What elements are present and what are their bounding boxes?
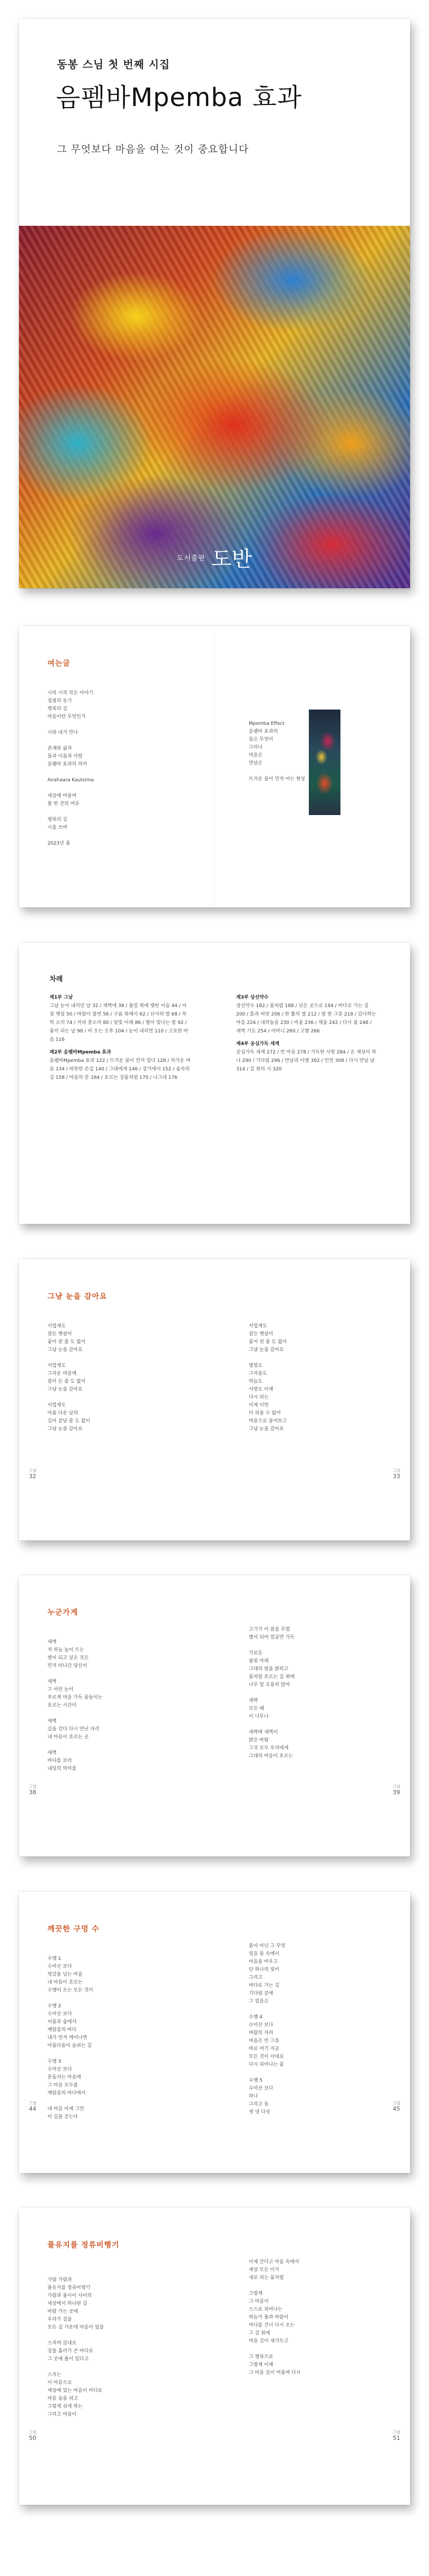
poem-right-column: [249, 2258, 300, 2377]
preface-right-column: [249, 720, 305, 783]
text-line: 내 마음이 흐르는 곳: [47, 1735, 89, 1740]
text-line: 그냥 눈을 감아요: [47, 1426, 83, 1432]
text-line: 그것 모두 우리에게: [249, 1746, 289, 1751]
text-line: 그 마음이: [249, 2299, 269, 2304]
line-gap: [47, 1710, 102, 1718]
text-line: 바다를 건너 다시 오는: [249, 2323, 295, 2328]
poem-left-column: [47, 2276, 104, 2419]
text-line: 새로 피는 꽃처럼: [249, 2275, 284, 2281]
text-line: 이름과 숲에서: [47, 2019, 77, 2025]
text-line: 다시 피어나는 꽃: [249, 2062, 284, 2067]
text-line: 불빛 아래: [249, 1659, 269, 1664]
text-line: 새벽: [47, 1750, 57, 1756]
text-line: 물과 이름과 사랑: [47, 754, 83, 759]
text-line: 서럽게도: [47, 1324, 66, 1329]
text-line: 다시 피는: [249, 1395, 269, 1400]
text-line: 모든 것이 이대로: [249, 2054, 284, 2060]
toc-section-entries[interactable]: 상선약수 182 / 물처럼 188 / 낮은 곳으로 194 / 바다로 가는 길 200 / 흙과 씨앗 206 / 한 톨의 쌀 212 / 밥 한 그릇 218 / 감사하는 마음 224 / 내려놓음 230 / 비움 236 / 채움 242 / 다시 봄 248 / 새벽 기도 254 / 어머니 260 / 고향 266: [236, 1003, 376, 1034]
text-line: 고기가 이 잡을 무렵: [249, 1627, 290, 1632]
text-line: 잠든 햇살이: [249, 1332, 274, 1337]
text-line: 나무 밑 조용히 앉아: [249, 1682, 290, 1688]
text-line: 먼저 떠나간 당신이: [47, 1663, 87, 1669]
text-line: 서럽게도: [249, 1324, 267, 1329]
text-line: 아름 다운 날의: [47, 1411, 78, 1416]
toc-section-entries[interactable]: 음펨바Mpemba 효과 122 / 뜨거운 물이 먼저 얼다 128 / 차가운 마음 134 / 따뜻한 손길 140 / 그대에게 146 / 강가에서 152 / 숲속의 길 158 / 마음의 문 164 / 흐르는 강물처럼 170 / 나그네 176: [50, 1058, 191, 1080]
text-line: 내 마음 이제 그만: [47, 2106, 84, 2112]
toc-spread: [19, 943, 410, 1224]
text-line: 가로등: [249, 1651, 263, 1656]
page-number-right: 그날 51: [392, 2430, 401, 2441]
text-line: 새벽: [47, 1640, 57, 1645]
text-line: 가람과 풀사이 사이의: [47, 2293, 92, 2299]
text-line: Anahaara Kautsima: [47, 778, 94, 783]
poem-left-column: [47, 1323, 90, 1433]
text-line: 집필의 동기: [47, 698, 72, 704]
preface-spread: [19, 626, 410, 907]
text-line: 영감을 넘는 마음: [47, 1972, 83, 1977]
text-line: 뜨거운 물이 먼저 어는 현상: [249, 777, 306, 782]
line-gap: [47, 1394, 90, 1402]
poem-spread-1: [19, 1259, 410, 1540]
text-line: 스치며 갔네요: [47, 2341, 77, 2346]
line-gap: [47, 832, 94, 840]
text-line: 수행이 오는 모든 것이: [47, 1988, 93, 1993]
text-line: 그 마음 깊이 머물며 다시: [249, 2370, 301, 2376]
text-line: Mpemba Effect: [249, 721, 285, 726]
preface-left-column: [47, 690, 94, 848]
text-line: 수행 1: [47, 1956, 61, 1961]
text-line: 마음은: [249, 753, 263, 758]
text-line: 그 행복으로: [249, 2354, 274, 2360]
line-gap: [249, 2282, 300, 2290]
text-line: 사랑도 이제: [249, 1387, 274, 1392]
text-line: 꽃이 핀 줄 도 없이: [47, 1339, 86, 1345]
text-line: 새벽에 새벽이: [249, 1730, 278, 1735]
text-line: 새벽: [249, 1698, 258, 1703]
text-line: 그 길 위에: [249, 2331, 270, 2336]
text-line: 수미산 보다: [249, 2086, 274, 2091]
text-line: 잠든 햇살이: [47, 1332, 72, 1337]
text-line: 그 얼음은: [249, 1999, 269, 2004]
text-line: 수미산 보다: [47, 2012, 72, 2017]
text-line: 수행 2: [47, 2004, 61, 2009]
cover-subtitle: 동봉 스님 첫 번째 시집: [57, 58, 170, 71]
poem-spread-4: [19, 2208, 410, 2505]
text-line: 그러나: [249, 745, 263, 750]
text-line: 시와 내가 만나: [47, 730, 78, 735]
text-line: 음펨바 효과의: [249, 729, 278, 734]
text-line: 흙이 아닌 그 무엇: [249, 1943, 286, 1949]
text-line: 깨달음의 바다에서: [47, 2091, 86, 2096]
toc-left-column: [50, 989, 191, 1082]
publisher-logo: [19, 542, 410, 572]
text-line: 그냥 눈을 감아요: [249, 1426, 284, 1432]
text-line: 별이 되어 얼굴만 가득: [249, 1635, 295, 1640]
toc-right-column: [236, 989, 377, 1074]
poem-title: 그냥 눈을 감아요: [47, 1292, 108, 1301]
text-line: 그 곳에 풀이 있다고: [47, 2357, 89, 2362]
book-cover: [19, 19, 410, 588]
line-gap: [47, 737, 94, 745]
text-line: 볼 한 잔의 여유: [47, 801, 80, 807]
text-line: 행복의 길: [47, 817, 67, 822]
text-line: 세상에 머물며: [47, 793, 77, 799]
text-line: 스치는: [47, 2372, 62, 2378]
text-line: 그대의 밤을 밝히고: [249, 1667, 289, 1672]
text-line: 맑은 바람: [249, 1738, 269, 1743]
page-number-left: 그날 38: [28, 1784, 37, 1796]
text-line: 길이 끝날 줄 도 없이: [47, 1419, 90, 1424]
text-line: 시의 시작 작은 이야기: [47, 691, 93, 696]
text-line: 마음을 비우고: [249, 1959, 278, 1965]
text-line: 별빛도: [249, 1363, 263, 1368]
text-line: 내일의 의미를: [47, 1766, 77, 1771]
cover-title: 음펨바Mpemba 효과: [56, 83, 303, 112]
text-line: 물처럼 흐르는 길 위에: [249, 1674, 295, 1680]
text-line: 마음이란 무엇인가: [47, 714, 86, 720]
text-line: 하늘가 풀과 바람이: [249, 2315, 289, 2320]
text-line: 흔들리는 마음에: [47, 2075, 81, 2080]
text-line: 단 하나의 빛이: [249, 1967, 279, 1972]
text-line: 마음 숨을 쉬고: [47, 2396, 78, 2401]
text-line: 강물 흘러가 큰 바다로: [47, 2349, 93, 2354]
line-gap: [47, 1354, 90, 1362]
poem-right-column: [249, 1626, 295, 1760]
text-line: 행복의 길: [47, 706, 67, 712]
cover-tagline: 그 무엇보다 마음을 여는 것이 중요합니다: [57, 143, 249, 155]
text-line: 2023년 봄: [47, 841, 71, 846]
text-line: 우리가 걸을: [47, 2317, 72, 2322]
text-line: 바다로 가는 길: [249, 1983, 279, 1988]
text-line: 흐르는 시간이: [47, 1703, 77, 1708]
text-line: 수행 5: [249, 2078, 262, 2083]
text-line: 이제 이만: [249, 1403, 269, 1408]
text-line: 이 마음으로: [47, 2380, 72, 2386]
line-gap: [249, 1721, 295, 1729]
line-gap: [47, 721, 94, 729]
line-gap: [47, 769, 94, 777]
toc-title: 차례: [50, 975, 63, 983]
toc-section-heading[interactable]: 제4부 공심가득 세계: [236, 1041, 280, 1047]
text-line: 바람 가는 곳에: [47, 2309, 78, 2314]
text-line: 저 하늘 높이 뜨는: [47, 1648, 84, 1653]
text-line: 바로 여기 지금: [249, 2046, 279, 2052]
cover-artwork: [19, 226, 410, 588]
line-gap: [249, 2006, 285, 2014]
page-number-right: 그날 45: [392, 2101, 401, 2112]
text-line: 세상에 있는 마음이 어디로: [47, 2388, 103, 2393]
text-line: 새벽: [47, 1679, 57, 1684]
text-line: 그렇게 이제: [249, 2362, 274, 2368]
text-line: 이 길을 걷는다: [47, 2114, 78, 2120]
toc-section-heading[interactable]: 제1부 그날: [50, 995, 73, 1000]
text-line: 얼음 물 속에서: [249, 1951, 279, 1957]
text-line: 그냥 눈을 감아요: [47, 1347, 83, 1353]
text-line: 서럽게도: [47, 1403, 66, 1408]
line-gap: [47, 2332, 104, 2340]
line-gap: [47, 1741, 102, 1749]
line-gap: [249, 768, 305, 775]
line-gap: [47, 1670, 102, 1678]
page-number-right: 그날 33: [392, 1468, 401, 1480]
text-line: 물은 무엇이: [249, 737, 274, 742]
text-line: 별이 되고 싶은 것은: [47, 1655, 89, 1661]
toc-section-entries[interactable]: 공심가득 세계 272 / 빈 마음 278 / 가득한 사랑 284 / 온 세상이 하나 290 / 기다림 296 / 만남과 이별 302 / 인연 308 / 다시 만날 날 314 / 길 위의 시 320: [236, 1050, 376, 1072]
page-number-left: 그날 50: [28, 2430, 37, 2441]
line-gap: [249, 1689, 295, 1697]
toc-section-entries[interactable]: 그날 눈이 내리던 날 32 / 새벽에 38 / 풀잎 위에 맺힌 이슬 44 / 아침 햇살 50 / 바람이 불면 56 / 구름 위에서 62 / 산사의 밤 68 / 목탁 소리 74 / 저녁 종소리 80 / 달빛 아래 86 / 별이 빛나는 밤 92 / 꽃이 피는 날 98 / 비 오는 오후 104 / 눈이 내리면 110 / 고요한 마음 116: [50, 1003, 189, 1042]
text-line: 수행 4: [249, 2015, 262, 2020]
poem-right-column: [249, 1942, 285, 2117]
publisher-small-label: 도서출판: [177, 554, 206, 562]
text-line: 그리움도: [249, 1371, 267, 1376]
text-line: 내 마음이 흐르는: [47, 1980, 83, 1985]
line-gap: [249, 2069, 285, 2077]
text-line: 꽃이 핀 줄 도 없이: [249, 1339, 287, 1345]
poem-spread-2: [19, 1575, 410, 1856]
text-line: 모든 때: [249, 1706, 264, 1711]
text-line: 그리고 마음이: [47, 2412, 77, 2417]
page-number-right: 그날 39: [392, 1784, 401, 1796]
text-line: 세상 모든 이가: [249, 2267, 279, 2273]
text-line: 그리운 마음에: [47, 1371, 77, 1376]
poem-right-column: [249, 1323, 287, 1433]
line-gap: [249, 2345, 300, 2353]
text-line: 푸르게 마음 가득 물들이는: [47, 1695, 103, 1700]
text-line: 수미산 보다: [47, 1964, 72, 1969]
text-line: 그 어린 눈이: [47, 1687, 74, 1692]
text-line: 그렇게: [249, 2291, 263, 2296]
line-gap: [47, 808, 94, 816]
text-line: 그냥 눈을 감아요: [47, 1387, 83, 1392]
line-gap: [249, 1642, 295, 1650]
line-gap: [249, 1354, 287, 1362]
line-gap: [47, 1995, 93, 2003]
text-line: 셋 넷 다섯: [249, 2110, 270, 2115]
preface-thumbnail-image: [309, 710, 340, 815]
text-line: 바다를 보러: [47, 1758, 72, 1764]
text-line: 수행 3: [47, 2059, 61, 2064]
toc-section-heading[interactable]: 제2부 음펨바Mpemba 효과: [50, 1050, 111, 1055]
text-line: 음펨바 효과의 의미: [47, 762, 87, 767]
text-line: 길을 걷다 다시 만난 자리: [47, 1727, 100, 1732]
line-gap: [47, 2098, 93, 2105]
text-line: 그렇게 쉬게 하는: [47, 2404, 83, 2409]
text-line: 수미산 보다: [249, 2023, 274, 2028]
text-line: 시를 쓰며: [47, 825, 67, 830]
text-line: 수미산 보다: [47, 2067, 72, 2072]
poem-left-column: [47, 1955, 93, 2121]
text-line: 내가 먼저 깨어나면: [47, 2035, 87, 2041]
poem-title: 깨끗한 구멍 수: [47, 1925, 100, 1933]
text-line: 존재와 삶과: [47, 746, 72, 751]
page-number-left: 그날 44: [28, 2101, 37, 2112]
text-line: 만남은: [249, 761, 263, 766]
text-line: 가람 가람과: [47, 2277, 72, 2283]
text-line: 모든 길 가운데 마음이 있을: [47, 2325, 104, 2330]
text-line: 이 너무나: [249, 1714, 269, 1719]
text-line: 잠이 든 줄 도 없이: [47, 1379, 86, 1384]
poem-left-column: [47, 1639, 102, 1773]
text-line: 세상에서 하나된 길: [47, 2301, 87, 2306]
line-gap: [47, 2050, 93, 2058]
text-line: 그냥 눈을 감아요: [249, 1347, 284, 1353]
line-gap: [47, 784, 94, 792]
text-line: 그대의 마음이 흐르는: [249, 1754, 293, 1759]
text-line: 그리고 둘: [249, 2102, 269, 2107]
text-line: 서럽게도: [47, 1363, 66, 1368]
text-line: 그리고: [249, 1975, 263, 1980]
text-line: 이제 간다고 마음 속에서: [249, 2259, 299, 2265]
text-line: 더 피울 수 없어: [249, 1411, 281, 1416]
poem-title: 풀유지를 정류비행기: [47, 2241, 120, 2249]
page-fold: [214, 626, 215, 907]
text-line: 아름다움이 숨쉬는 길: [47, 2043, 92, 2048]
text-line: 새벽: [47, 1719, 57, 1724]
text-line: 기다림 끝에: [249, 1991, 274, 1996]
page-number-left: 그날 32: [28, 1468, 37, 1480]
text-line: 스스로 피어나는: [249, 2307, 282, 2312]
publisher-name: 도반: [211, 547, 252, 571]
text-line: 마음 깊이 새겨두고: [249, 2339, 289, 2344]
toc-section-heading[interactable]: 제3부 상선약수: [236, 995, 269, 1000]
text-line: 하나: [249, 2094, 258, 2099]
text-line: 마음으로 물어보고: [249, 1419, 287, 1424]
text-line: 풀유지를 정류비행기: [47, 2285, 91, 2291]
text-line: 바람의 자리: [249, 2031, 274, 2036]
text-line: 하늘도: [249, 1379, 263, 1384]
poem-title: 누군가게: [47, 1608, 79, 1617]
line-gap: [47, 2363, 104, 2371]
preface-title: 여는글: [47, 659, 71, 668]
poem-spread-3: [19, 1892, 410, 2173]
text-line: 깨달음의 바다: [47, 2027, 77, 2033]
text-line: 마음은 빈 그릇: [249, 2038, 279, 2044]
text-line: 그 마음 모두를: [47, 2083, 78, 2088]
